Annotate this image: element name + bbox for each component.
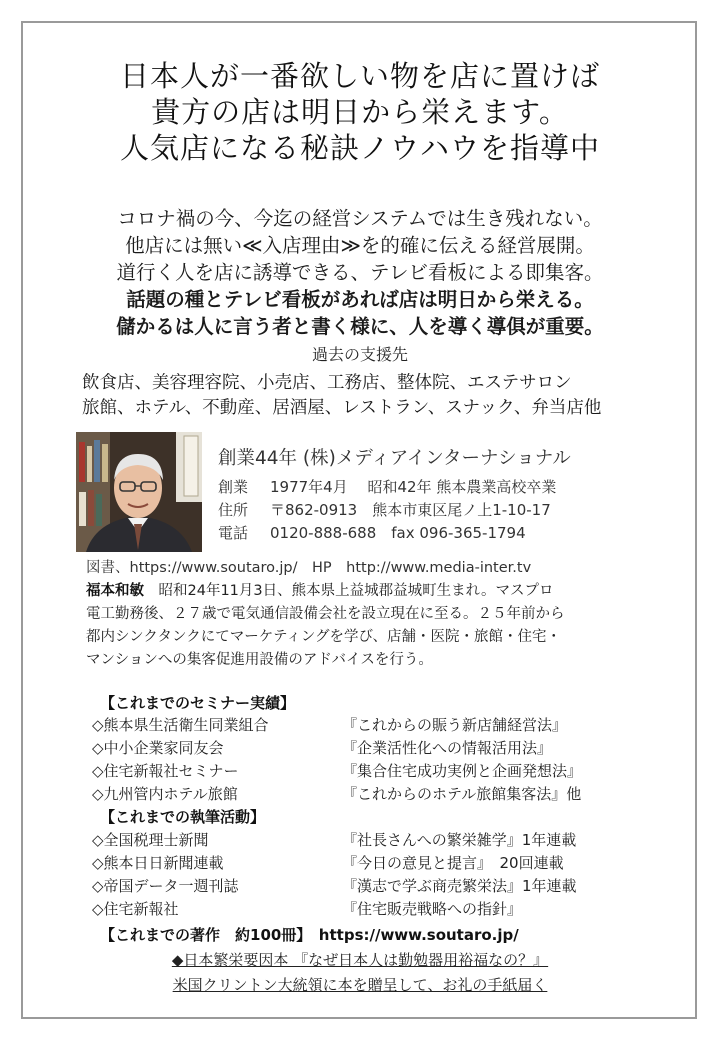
intro-line-5: 儲かるは人に言う者と書く様に、人を導く導俱が重要。 (116, 315, 604, 338)
bio-name: 福本和敏 (86, 583, 144, 599)
intro-line-3: 道行く人を店に誘導できる、テレビ看板による即集客。 (116, 261, 604, 284)
writing-org: ◇熊本日日新聞連載 (92, 854, 224, 872)
past-clients-line-2: 旅館、ホテル、不動産、居酒屋、レストラン、スナック、弁当店他 (82, 398, 602, 418)
seminars-heading: 【これまでのセミナー実績】 (100, 694, 296, 712)
writing-title: 『今日の意見と提言』 20回連載 (342, 854, 564, 872)
books-clinton-note: 米国クリントン大統領に本を贈呈して、お礼の手紙届く (172, 976, 548, 994)
past-clients-title: 過去の支援先 (311, 345, 408, 364)
bio-line-2: 電工勤務後、２７歳で電気通信設備会社を設立現在に至る。２５年前から (86, 606, 565, 622)
writing-title: 『漢志で学ぶ商売繁栄法』1年連載 (342, 877, 577, 895)
founded-key: 創業 (218, 478, 249, 496)
company-name: 創業44年 (株)メディアインターナショナル (218, 448, 571, 469)
writing-org: ◇住宅新報社 (92, 900, 179, 918)
headline-line-2: 貴方の店は明日から栄えます。 (151, 95, 569, 129)
books-line-1 (0, 949, 720, 971)
seminar-title: 『これからの賑う新店舗経営法』 (342, 716, 568, 734)
books-heading: 【これまでの著作 約100冊】 https://www.soutaro.jp/ (100, 926, 519, 944)
seminar-org: ◇住宅新報社セミナー (92, 762, 239, 780)
writing-title: 『社長さんへの繁栄雑学』1年連載 (342, 831, 577, 849)
headline-line-3: 人気店になる秘訣ノウハウを指導中 (119, 131, 600, 165)
seminar-title: 『集合住宅成功実例と企画発想法』 (342, 762, 583, 780)
bio-text-1: 昭和24年11月3日、熊本県上益城郡益城町生まれ。マスプロ (158, 583, 554, 599)
seminar-org: ◇熊本県生活衛生同業組合 (92, 716, 269, 734)
bio-line-4: マンションへの集客促進用設備のアドバイスを行う。 (86, 652, 433, 668)
intro-line-2: 他店には無い≪入店理由≫を的確に伝える経営展開。 (125, 234, 595, 257)
founded-value: 1977年4月 昭和42年 熊本農業高校卒業 (270, 478, 557, 496)
past-clients-line-1: 飲食店、美容理容院、小売店、工務店、整体院、エステサロン (82, 373, 572, 393)
portrait-photo (76, 432, 202, 552)
company-phone-row (218, 522, 526, 544)
phone-value: 0120-888-688 fax 096-365-1794 (270, 524, 526, 542)
phone-key: 電話 (218, 524, 249, 542)
intro-line-1: コロナ禍の今、今迄の経営システムでは生き残れない。 (117, 207, 603, 230)
seminar-title: 『これからのホテル旅館集客法』他 (342, 785, 582, 803)
links-line[interactable]: 図書、https://www.soutaro.jp/ HP http://www.media-inter.tv (86, 560, 532, 576)
writing-org: ◇帝国データ一週刊誌 (92, 877, 239, 895)
seminar-org: ◇中小企業家同友会 (92, 739, 224, 757)
seminar-title: 『企業活性化への情報活用法』 (342, 739, 553, 757)
company-address-row (218, 499, 551, 521)
intro-line-4: 話題の種とテレビ看板があれば店は明日から栄える。 (126, 288, 594, 311)
address-value: 〒862-0913 熊本市東区尾ノ上1-10-17 (270, 501, 551, 519)
writing-org: ◇全国税理士新聞 (92, 831, 209, 849)
company-founded-row (218, 476, 556, 498)
portrait-illustration (76, 432, 202, 552)
bio-line-1 (86, 580, 554, 603)
seminar-org: ◇九州管内ホテル旅館 (92, 785, 238, 803)
address-key: 住所 (218, 501, 249, 519)
books-highlight: ◆日本繁栄要因本 『なぜ日本人は勤勉器用裕福なの？』 (171, 951, 549, 969)
bio-line-3: 都内シンクタンクにてマーケティングを学び、店舗・医院・旅館・住宅・ (86, 629, 561, 645)
writing-title: 『住宅販売戦略への指針』 (342, 900, 523, 918)
headline-line-1: 日本人が一番欲しい物を店に置けば (119, 59, 600, 93)
writing-heading: 【これまでの執筆活動】 (100, 808, 266, 826)
books-line-2 (0, 974, 720, 996)
